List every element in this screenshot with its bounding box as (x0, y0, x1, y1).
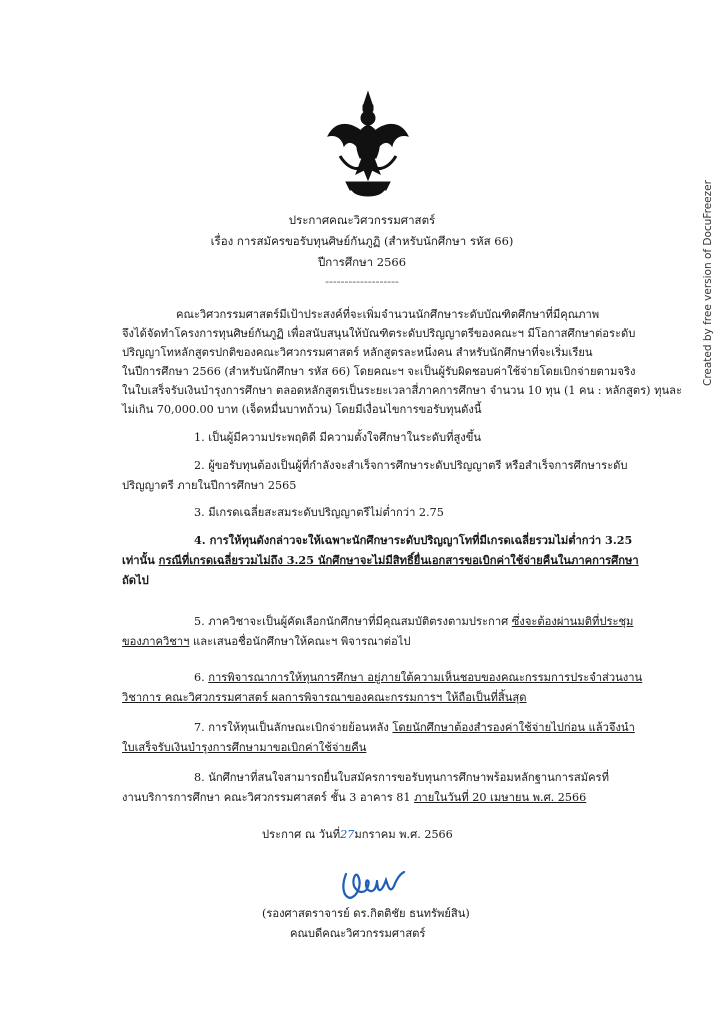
item-2-line-1: 2. ผู้ขอรับทุนต้องเป็นผู้ที่กำลังจะสำเร็จการศึกษาระดับปริญญาตรี หรือสำเร็จการศึกษาระดับ (194, 459, 628, 472)
item-4-line-2 (122, 551, 639, 569)
item-4-line-3: ถัดไป (122, 573, 149, 587)
watermark-text: Created by free version of DocuFreezer (702, 180, 714, 386)
item-8-underlined: ภายในวันที่ 20 เมษายน พ.ศ. 2566 (414, 791, 587, 804)
item-7-underlined: โดยนักศึกษาต้องสำรองค่าใช้จ่ายไปก่อน แล้วจึงนำ (392, 721, 635, 734)
item-2-line-2: ปริญญาตรี ภายในปีการศึกษา 2565 (122, 479, 297, 492)
announce-pre: ประกาศ ณ วันที่ (262, 828, 341, 841)
intro-line-1: คณะวิศวกรรมศาสตร์มีเป้าประสงค์ที่จะเพิ่มจำนวนนักศึกษาระดับบัณฑิตศึกษาที่มีคุณภาพ (176, 308, 600, 321)
handwritten-signature-icon (336, 866, 406, 902)
item-3: 3. มีเกรดเฉลี่ยสะสมระดับปริญญาตรีไม่ต่ำกว่า 2.75 (194, 506, 444, 519)
item-7-text: 7. การให้ทุนเป็นลักษณะเบิกจ่ายย้อนหลัง (194, 721, 393, 734)
item-4-underlined: กรณีที่เกรดเฉลี่ยรวมไม่ถึง 3.25 นักศึกษาจะไม่มีสิทธิ์ยื่นเอกสารขอเบิกค่าใช้จ่ายคืนในภาคการศึกษา (158, 553, 639, 567)
item-7-line-2 (122, 738, 366, 756)
intro-line-3: ปริญญาโทหลักสูตรปกติของคณะวิศวกรรมศาสตร์ หลักสูตรละหนึ่งคน สำหรับนักศึกษาที่จะเริ่มเรียน (122, 346, 593, 359)
item-1: 1. เป็นผู้มีความประพฤติดี มีความตั้งใจศึกษาในระดับที่สูงขึ้น (194, 431, 482, 444)
item-6-underlined: การพิจารณาการให้ทุนการศึกษา อยู่ภายใต้ความเห็นชอบของคณะกรรมการประจำส่วนงาน (208, 671, 643, 684)
item-6-number: 6. (194, 671, 209, 684)
signer-title: คณบดีคณะวิศวกรรมศาสตร์ (290, 927, 426, 940)
intro-line-4: ในปีการศึกษา 2566 (สำหรับนักศึกษา รหัส 66) โดยคณะฯ จะเป็นผู้รับผิดชอบค่าใช้จ่ายโดยเบิกจ่ายตามจริง (122, 365, 636, 378)
item-4-prefix: เท่านั้น (122, 553, 159, 567)
item-6-line-2 (122, 688, 527, 706)
item-5-text-2: และเสนอชื่อนักศึกษาให้คณะฯ พิจารณาต่อไป (189, 635, 411, 648)
item-6-underlined-2: วิชาการ คณะวิศวกรรมศาสตร์ ผลการพิจารณาของคณะกรรมการฯ ให้ถือเป็นที่สิ้นสุด (122, 691, 527, 704)
intro-line-2: จึงได้จัดทำโครงการทุนศิษย์กันภูฏิ เพื่อสนับสนุนให้บัณฑิตระดับปริญญาตรีของคณะฯ มีโอกาสศึกษาต่อระดับ (122, 327, 636, 340)
item-5-line-1 (194, 612, 633, 630)
header-subject: เรื่อง การสมัครขอรับทุนศิษย์กันภูฏิ (สำหรับนักศึกษา รหัส 66) (210, 234, 514, 248)
intro-line-5: ในใบเสร็จรับเงินบำรุงการศึกษา ตลอดหลักสูตรเป็นระยะเวลาสี่ภาคการศึกษา จำนวน 10 ทุน (1 คน : หลักสูตร) ทุนละ (122, 384, 682, 397)
header-year: ปีการศึกษา 2566 (317, 255, 407, 269)
item-5-underlined: ซึ่งจะต้องผ่านมติที่ประชุม (511, 615, 634, 628)
announce-post: มกราคม พ.ศ. 2566 (354, 828, 453, 841)
item-5-text: 5. ภาควิชาจะเป็นผู้คัดเลือกนักศึกษาที่มีคุณสมบัติตรงตามประกาศ (194, 615, 512, 628)
header-org: ประกาศคณะวิศวกรรมศาสตร์ (288, 213, 436, 227)
header-divider: ------------------- (325, 274, 399, 288)
intro-line-6: ไม่เกิน 70,000.00 บาท (เจ็ดหมื่นบาทถ้วน) โดยมีเงื่อนไขการขอรับทุนดังนี้ (122, 403, 482, 416)
item-7-line-1 (194, 718, 635, 736)
announce-date (262, 825, 453, 843)
item-5-underlined-2: ของภาควิชาฯ (122, 635, 190, 648)
item-5-line-2 (122, 632, 410, 650)
signer-name: (รองศาสตราจารย์ ดร.กิตติชัย ธนทรัพย์สิน) (262, 907, 470, 920)
announce-day: 27 (340, 828, 355, 841)
item-8-line-1: 8. นักศึกษาที่สนใจสามารถยื่นใบสมัครการขอรับทุนการศึกษาพร้อมหลักฐานการสมัครที่ (194, 771, 609, 784)
item-4-line-1: 4. การให้ทุนดังกล่าวจะให้เฉพาะนักศึกษาระดับปริญญาโทที่มีเกรดเฉลี่ยรวมไม่ต่ำกว่า 3.25 (194, 533, 633, 547)
item-7-underlined-2: ใบเสร็จรับเงินบำรุงการศึกษามาขอเบิกค่าใช้จ่ายคืน (122, 741, 367, 754)
item-6-line-1 (194, 668, 642, 686)
garuda-emblem-icon (326, 90, 410, 200)
item-8-line-2 (122, 788, 586, 806)
item-8-text: งานบริการการศึกษา คณะวิศวกรรมศาสตร์ ชั้น 3 อาคาร 81 (122, 791, 415, 804)
